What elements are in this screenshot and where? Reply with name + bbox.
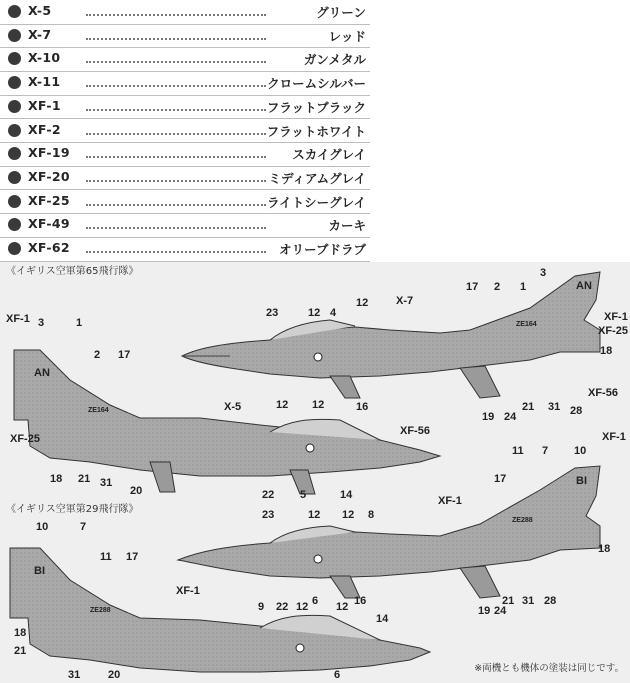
svg-text:18: 18 [50,473,63,485]
paint-color-name: グリーン [316,5,366,20]
paint-color-name: カーキ [328,218,366,234]
svg-text:9: 9 [258,601,265,613]
svg-text:8: 8 [368,509,375,521]
svg-text:XF-1: XF-1 [438,495,462,507]
paint-color-name: オリーブドラブ [279,242,366,257]
section-title-29: 《イギリス空軍第29飛行隊》 [6,504,139,515]
svg-text:28: 28 [570,405,583,417]
paint-color-name: ライトシーグレイ [266,194,366,210]
paint-code: XF-1 [28,97,61,113]
svg-text:4: 4 [330,307,337,319]
svg-text:X-5: X-5 [224,401,242,413]
svg-text:3: 3 [540,267,547,279]
svg-text:6: 6 [312,595,319,607]
paint-color-name: フラットブラック [266,99,366,115]
svg-text:24: 24 [494,605,507,617]
svg-text:XF-1: XF-1 [6,313,30,325]
svg-text:XF-1: XF-1 [602,431,626,443]
svg-text:16: 16 [354,595,367,607]
svg-text:3: 3 [38,317,45,329]
svg-text:31: 31 [522,595,535,607]
svg-text:20: 20 [108,669,121,681]
svg-text:7: 7 [542,445,549,457]
paint-code: X-7 [28,26,52,42]
svg-text:24: 24 [504,411,517,423]
svg-text:7: 7 [80,521,87,533]
svg-text:1: 1 [520,281,527,293]
tail-code-an: AN [576,280,592,292]
paint-code: XF-20 [28,168,70,184]
svg-text:21: 21 [78,473,91,485]
paint-color-name: レッド [328,28,366,44]
svg-text:2: 2 [494,281,501,293]
svg-text:28: 28 [544,595,557,607]
svg-text:10: 10 [36,521,49,533]
svg-text:21: 21 [522,401,535,413]
serial-label: ZE288 [90,607,111,614]
paint-code: XF-49 [28,216,70,232]
paint-color-name: ガンメタル [303,52,366,68]
svg-text:22: 22 [276,601,289,613]
svg-text:12: 12 [336,601,349,613]
svg-text:XF-56: XF-56 [588,387,618,399]
paint-code: X-5 [28,3,52,18]
svg-text:2: 2 [94,349,101,361]
svg-text:18: 18 [14,627,27,639]
svg-text:16: 16 [356,401,369,413]
svg-text:12: 12 [296,601,309,613]
svg-text:11: 11 [100,551,112,563]
svg-text:21: 21 [502,595,515,607]
paint-code: XF-19 [28,145,70,161]
section-title-65: 《イギリス空軍第65飛行隊》 [6,266,139,277]
serial-label: ZE288 [512,517,533,524]
svg-text:X-7: X-7 [396,295,414,307]
paint-code: X-11 [28,74,61,90]
paint-color-name: スカイグレイ [292,147,366,163]
svg-text:XF-56: XF-56 [400,425,430,437]
svg-text:19: 19 [478,605,491,617]
svg-text:18: 18 [598,543,611,555]
svg-text:17: 17 [118,349,131,361]
svg-text:12: 12 [342,509,355,521]
svg-text:XF-25: XF-25 [598,325,628,337]
tail-code-bi: BI [34,565,45,577]
svg-text:6: 6 [334,669,341,681]
svg-text:21: 21 [14,645,27,657]
paint-code: X-10 [28,50,61,66]
svg-text:12: 12 [312,399,325,411]
svg-text:19: 19 [482,411,495,423]
svg-text:23: 23 [266,307,279,319]
svg-text:14: 14 [340,489,353,501]
paint-code: XF-62 [28,240,70,255]
svg-text:14: 14 [376,613,389,625]
tail-code-an: AN [34,367,50,379]
paint-color-name: クロームシルバー [267,76,366,92]
svg-text:1: 1 [76,317,83,329]
svg-text:17: 17 [494,473,507,485]
paint-code: XF-25 [28,192,70,208]
paint-color-name: ミディアムグレイ [268,170,366,186]
svg-text:12: 12 [308,509,321,521]
svg-text:XF-1: XF-1 [176,585,200,597]
svg-text:17: 17 [126,551,139,563]
svg-text:31: 31 [100,477,113,489]
svg-text:5: 5 [300,489,307,501]
svg-text:10: 10 [574,445,587,457]
tail-code-bi: BI [576,475,587,487]
paint-color-name: フラットホワイト [266,123,366,139]
svg-text:23: 23 [262,509,275,521]
serial-label: ZE164 [516,321,537,328]
svg-text:12: 12 [276,399,289,411]
svg-text:22: 22 [262,489,275,501]
svg-text:XF-1: XF-1 [604,311,628,323]
svg-text:12: 12 [356,297,369,309]
svg-text:31: 31 [548,401,561,413]
svg-text:17: 17 [466,281,479,293]
svg-text:11: 11 [512,445,524,457]
svg-text:XF-25: XF-25 [10,433,40,445]
svg-text:12: 12 [308,307,321,319]
svg-text:31: 31 [68,669,81,681]
svg-text:20: 20 [130,485,143,497]
svg-text:18: 18 [600,345,613,357]
paint-code: XF-2 [28,121,61,137]
footnote: ※両機とも機体の塗装は同じです。 [474,663,624,674]
serial-label: ZE164 [88,407,109,414]
